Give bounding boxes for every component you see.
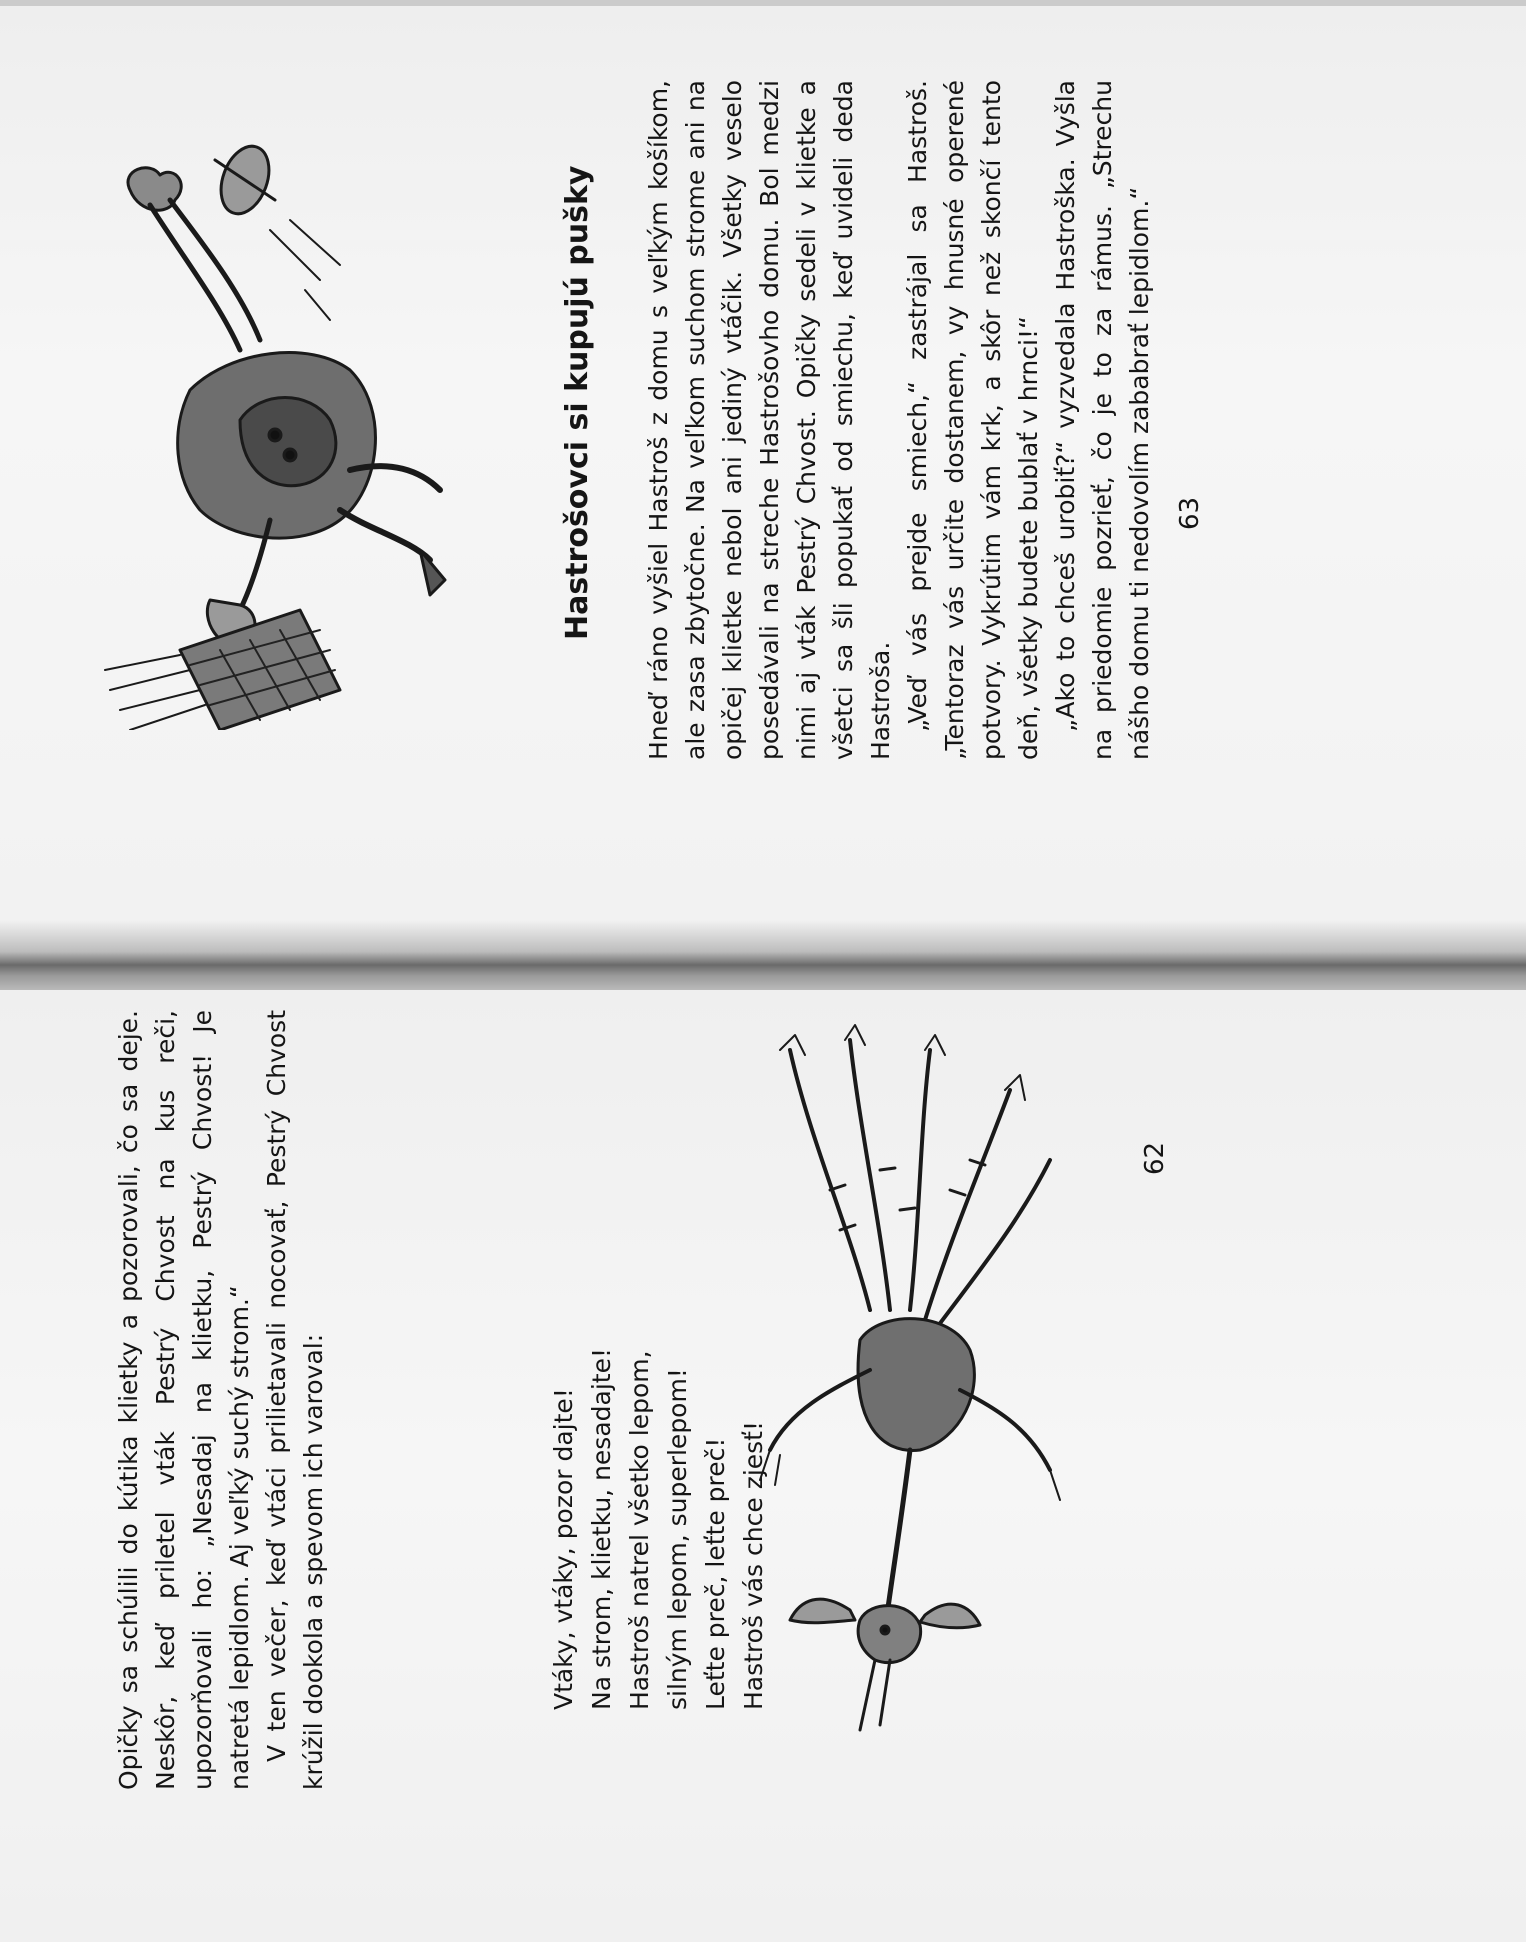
poem-line: Hastroš vás chce zjesť! bbox=[739, 1421, 768, 1710]
page-number-63: 63 bbox=[1175, 496, 1205, 530]
scan-edge-top bbox=[0, 0, 1526, 6]
poem-line: Na strom, klietku, nesadajte! bbox=[587, 1348, 616, 1710]
illustration-old-man-with-basket bbox=[90, 90, 480, 730]
poem-line: Leťte preč, leťte preč! bbox=[701, 1437, 730, 1710]
page-62-body bbox=[110, 1010, 332, 1790]
poem-line: silným lepom, superlepom! bbox=[663, 1368, 692, 1710]
page-63 bbox=[0, 0, 1526, 940]
poem-line: Vtáky, vtáky, pozor dajte! bbox=[549, 1388, 578, 1710]
page-62 bbox=[0, 990, 1526, 1942]
paragraph: V ten večer, keď vtáci prilietavali nocovať, Pestrý Chvost krúžil dookola a spevom ich varoval: bbox=[262, 1010, 328, 1790]
paragraph: Opičky sa schúlili do kútika klietky a pozorovali, čo sa deje. Neskôr, keď priletel vták Pestrý Chvost na kus reči, upozorňovali ho: „Nesadaj na klietku, Pestrý Chvost! Je natretá lepidlom. Aj veľký suchý strom.“ bbox=[114, 1010, 254, 1790]
paragraph: „Veď vás prejde smiech,“ zastrájal sa Hastroš. „Tentoraz vás určite dostanem, vy hnusné operené potvory. Vykrútim vám krk, a skôr než skončí tento deň, všetky budete bublať v hrnci!“ bbox=[903, 80, 1043, 760]
page-number-62: 62 bbox=[1140, 1141, 1170, 1175]
poem-line: Hastroš natrel všetko lepom, bbox=[625, 1350, 654, 1710]
page-63-body bbox=[640, 80, 1158, 760]
paragraph: Hneď ráno vyšiel Hastroš z domu s veľkým košíkom, ale zasa zbytočne. Na veľkom suchom strome ani na opičej klietke nebol ani jediný vtáčik. Všetky veselo posedávali na streche Hastrošovho domu. Bol medzi nimi aj vták Pestrý Chvost. Opičky sedeli v klietke a všetci sa šli popukať od smiechu, keď uvideli deda Hastroša. bbox=[644, 80, 895, 760]
illustration-flying-bird bbox=[750, 1010, 1070, 1770]
bird-song-poem bbox=[545, 1348, 773, 1710]
paragraph: „Ako to chceš urobiť?“ vyzvedala Hastroška. Vyšla na priedomie pozrieť, čo je to za rámus. „Strechu nášho domu ti nedovolím zababrať lepidlom.“ bbox=[1051, 80, 1154, 760]
chapter-heading: Hastrošovci si kupujú pušky bbox=[560, 165, 595, 640]
